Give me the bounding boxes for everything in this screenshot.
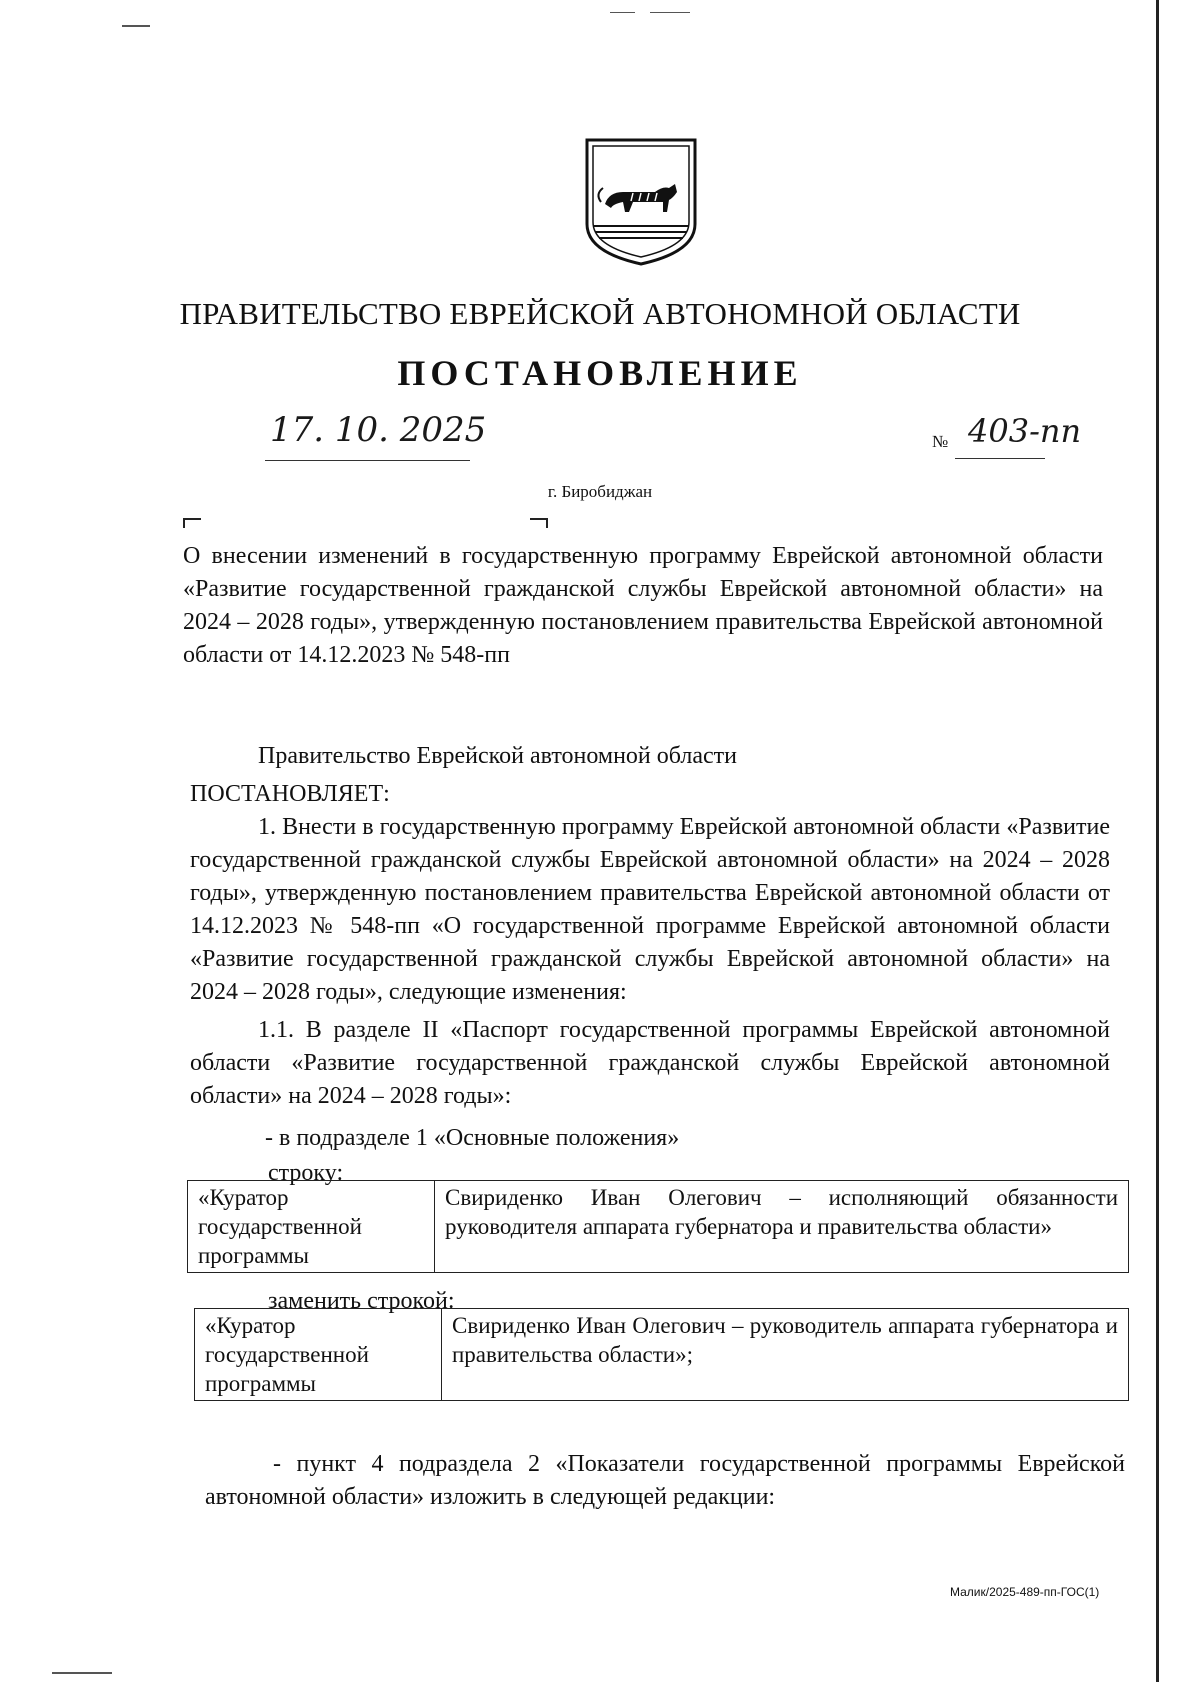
item-1: 1. Внести в государственную программу Еврейской автономной области «Развитие государственной гражданской службы Еврейской автономной области» на 2024 – 2028 годы», утвержденную постановлением правительства Еврейской автономной области от 14.12.2023 № 548-пп «О государственной программе Еврейской автономной области «Развитие государственной гражданской службы Еврейской автономной области» на 2024 – 2028 годы», следующие изменения:	[190, 814, 1110, 1005]
preamble-line2: ПОСТАНОВЛЯЕТ:	[190, 781, 390, 807]
city-name: г. Биробиджан	[547, 482, 653, 501]
table-cell-value: Свириденко Иван Олегович – исполняющий обязанности руководителя аппарата губернатора и правительства области»	[435, 1181, 1129, 1273]
table-row	[195, 1309, 1129, 1401]
coat-of-arms-emblem	[583, 136, 699, 266]
number-underline	[955, 458, 1045, 459]
replace-label: заменить строкой:	[268, 1288, 455, 1314]
scan-mark	[122, 25, 150, 27]
table-cell-label: «Куратор государственной программы	[195, 1309, 442, 1401]
document-type: ПОСТАНОВЛЕНИЕ	[397, 353, 803, 393]
table-cell-label: «Куратор государственной программы	[188, 1181, 435, 1273]
preamble-line1: Правительство Еврейской автономной области	[258, 743, 738, 769]
table-cell-value: Свириденко Иван Олегович – руководитель аппарата губернатора и правительства области»;	[442, 1309, 1129, 1401]
item-1-1: 1.1. В разделе II «Паспорт государственной программы Еврейской автономной области «Развитие государственной гражданской службы Еврейской автономной области» на 2024 – 2028 годы»:	[190, 1017, 1110, 1109]
title-corner-left	[183, 518, 201, 528]
table-old-row	[187, 1180, 1129, 1273]
scan-mark	[650, 12, 690, 13]
handwritten-number: 403-пп	[968, 412, 1082, 450]
organization-name: ПРАВИТЕЛЬСТВО ЕВРЕЙСКОЙ АВТОНОМНОЙ ОБЛАСТИ	[179, 296, 1021, 331]
date-underline	[265, 460, 470, 461]
document-title: О внесении изменений в государственную программу Еврейской автономной области «Развитие государственной гражданской службы Еврейской автономной области» на 2024 – 2028 годы», утвержденную постановлением правительства Еврейской автономной области от 14.12.2023 № 548-пп	[183, 543, 1103, 668]
scan-mark	[610, 12, 635, 13]
footer-code: Малик/2025-489-пп-ГОС(1)	[950, 1585, 1100, 1599]
table-new-row	[194, 1308, 1129, 1401]
scan-edge	[1156, 0, 1159, 1682]
row-label-old: строку:	[268, 1160, 344, 1186]
point-4: - пункт 4 подраздела 2 «Показатели государственной программы Еврейской автономной области» изложить в следующей редакции:	[205, 1451, 1125, 1510]
handwritten-date: 17. 10. 2025	[270, 410, 487, 450]
subsection-1: - в подразделе 1 «Основные положения»	[265, 1125, 680, 1151]
title-corner-right	[530, 518, 548, 528]
number-label: №	[932, 432, 949, 451]
table-row	[188, 1181, 1129, 1273]
scan-mark	[52, 1672, 112, 1674]
